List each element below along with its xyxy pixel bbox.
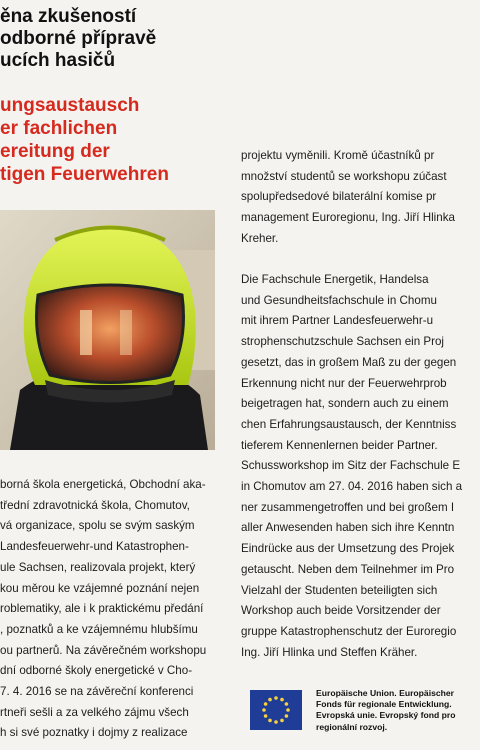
eu-text-line: Fonds für regionale Entwicklung. bbox=[316, 699, 452, 710]
text-line: chen Erfahrungsaustausch, der Kenntniss bbox=[241, 417, 457, 431]
eu-funding-text bbox=[316, 688, 480, 733]
text-line: množství studentů se workshopu zúčast bbox=[241, 169, 447, 183]
text-line: gruppe Katastrophenschutz der Euroregio bbox=[241, 624, 457, 638]
text-line: mit ihrem Partner Landesfeuerwehr-u bbox=[241, 314, 434, 328]
text-line: rtneři sešli a za velkého zájmu všech bbox=[0, 705, 189, 719]
text-line: Erkennung nicht nur der Feuerwehrprob bbox=[241, 376, 447, 390]
text-line: gesetzt, das in großem Maß zu der gegen bbox=[241, 355, 457, 369]
text-line: Workshop auch beide Vorsitzender der bbox=[241, 604, 441, 618]
text-line: vá organizace, spolu se svým saským bbox=[0, 519, 195, 533]
eu-text-line: Evropská unie. Evropský fond pro bbox=[316, 710, 456, 721]
eu-stars bbox=[250, 690, 302, 730]
text-line: , poznatků a ke vzájemnému hlubšímu bbox=[0, 622, 198, 636]
text-line: ule Sachsen, realizovala projekt, který bbox=[0, 560, 196, 574]
text-line: tieferem Kennenlernen beider Partner. bbox=[241, 438, 438, 452]
german-heading-line: ereitung der bbox=[0, 141, 110, 162]
helmet-illustration bbox=[0, 210, 215, 450]
text-line: ou partnerů. Na závěrečném workshopu bbox=[0, 643, 207, 657]
text-line: Kreher. bbox=[241, 231, 279, 245]
text-line: třední zdravotnická škola, Chomutov, bbox=[0, 498, 190, 512]
right-column-czech-text bbox=[241, 146, 480, 250]
text-line: strophenschutzschule Sachsen ein Proj bbox=[241, 335, 445, 349]
text-line: getauscht. Neben dem Teilnehmer im Pro bbox=[241, 562, 455, 576]
german-heading-line: er fachlichen bbox=[0, 118, 118, 139]
text-line: Die Fachschule Energetik, Handelsa bbox=[241, 273, 429, 286]
text-line: management Euroregionu, Ing. Jiří Hlinka bbox=[241, 211, 455, 225]
text-line: kou měrou ke vzájemné poznání nejen bbox=[0, 581, 200, 595]
left-column-text bbox=[0, 475, 216, 744]
czech-heading-line: ěna zkušeností bbox=[0, 6, 137, 27]
text-line: dní odborné školy energetické v Cho- bbox=[0, 664, 193, 678]
text-line: ner zusammengetroffen und bei großem I bbox=[241, 500, 455, 514]
text-line: roblematiky, ale i k praktickému předání bbox=[0, 602, 204, 616]
german-heading-line: ungsaustausch bbox=[0, 95, 140, 116]
text-line: 7. 4. 2016 se na závěreční konferenci bbox=[0, 685, 194, 699]
text-line: beigetragen hat, sondern auch zu einem bbox=[241, 397, 449, 411]
eu-text-line: Europäische Union. Europäischer bbox=[316, 688, 455, 698]
czech-heading bbox=[0, 6, 230, 72]
right-column-german-text bbox=[241, 270, 480, 663]
text-line: h si své poznatky i dojmy z realizace bbox=[0, 726, 188, 740]
czech-heading-line: odborné přípravě bbox=[0, 28, 157, 49]
czech-heading-line: ucích hasičů bbox=[0, 50, 116, 71]
eu-text-line: regionální rozvoj. bbox=[316, 721, 388, 732]
firefighter-helmet-photo bbox=[0, 210, 215, 450]
text-line: projektu vyměnili. Kromě účastníků pr bbox=[241, 149, 435, 162]
text-line: borná škola energetická, Obchodní aka- bbox=[0, 478, 206, 491]
text-line: Landesfeuerwehr-und Katastrophen- bbox=[0, 540, 189, 554]
text-line: aller Anwesenden haben sich ihre Kenntn bbox=[241, 521, 455, 535]
text-line: in Chomutov am 27. 04. 2016 haben sich a bbox=[241, 480, 463, 494]
eu-funding-logo bbox=[250, 688, 480, 738]
german-heading-line: tigen Feuerwehren bbox=[0, 164, 169, 185]
eu-flag-icon bbox=[250, 690, 302, 730]
text-line: spolupředsedové bilaterální komise pr bbox=[241, 190, 437, 204]
text-line: Vielzahl der Studenten beteiligten sich bbox=[241, 583, 438, 597]
text-line: und Gesundheitsfachschule in Chomu bbox=[241, 293, 437, 307]
text-line: Schussworkshop im Sitz der Fachschule E bbox=[241, 459, 461, 473]
text-line: Ing. Jiří Hlinka und Steffen Kräher. bbox=[241, 645, 418, 659]
text-line: Eindrücke aus der Umsetzung des Projek bbox=[241, 542, 455, 556]
german-heading bbox=[0, 94, 235, 186]
